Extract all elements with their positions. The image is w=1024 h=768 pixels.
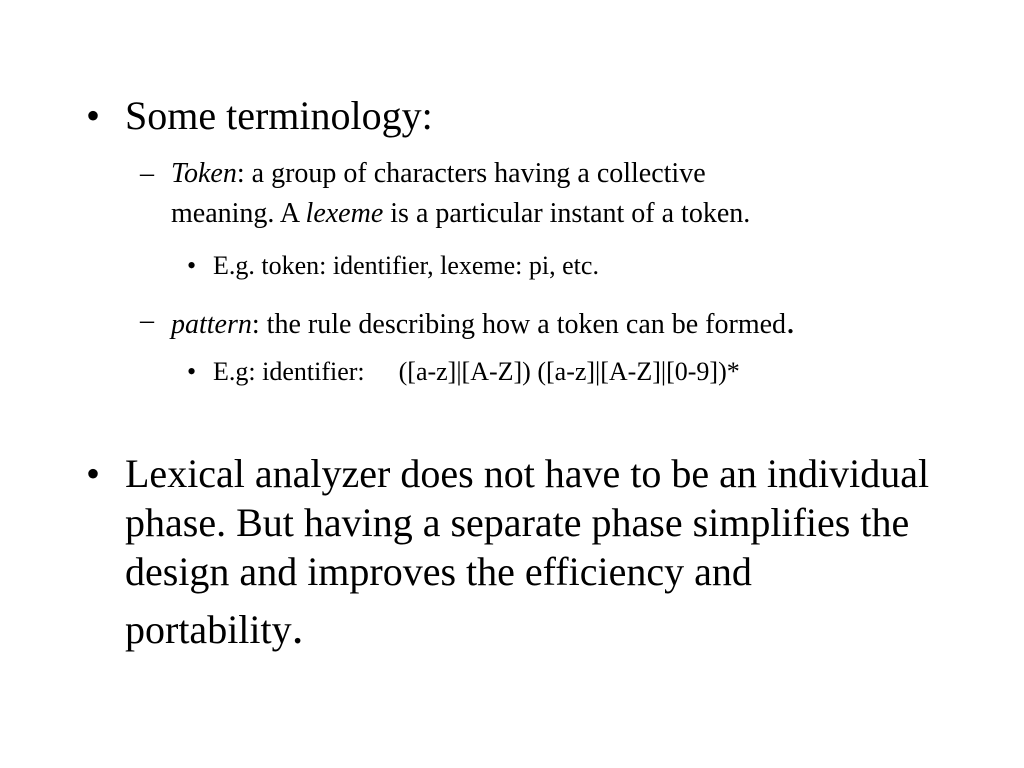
token-line-1 <box>171 154 706 194</box>
token-definition-3: is a particular instant of a token. <box>383 198 751 229</box>
pattern-period: . <box>786 301 796 341</box>
terminology-heading: Some terminology: <box>125 93 433 138</box>
dash-marker: – <box>140 305 154 336</box>
lexical-period: . <box>291 601 304 654</box>
lexical-line-3: design and improves the efficiency and <box>125 549 752 594</box>
pattern-line <box>171 301 795 345</box>
lexical-line-4-text: portability <box>125 607 292 652</box>
pattern-example-regex: ([a-z]|[A-Z]) ([a-z]|[A-Z]|[0-9])* <box>398 357 740 386</box>
bullet-marker: • <box>86 451 101 496</box>
lexical-line-4 <box>125 601 304 654</box>
token-term: Token <box>171 158 237 189</box>
bullet-marker: • <box>86 93 101 138</box>
token-definition-2: meaning. A <box>171 198 306 229</box>
lexical-line-2: phase. But having a separate phase simplifies the <box>125 500 910 545</box>
dash-marker: – <box>140 158 154 189</box>
pattern-example-label: E.g: identifier: <box>213 357 365 386</box>
pattern-term: pattern <box>171 309 252 340</box>
sub-bullet-marker: • <box>187 251 197 280</box>
token-line-2 <box>171 194 750 234</box>
pattern-example <box>213 354 740 390</box>
pattern-definition: : the rule describing how a token can be formed <box>251 309 787 340</box>
lexical-line-1: Lexical analyzer does not have to be an individual <box>125 451 930 496</box>
token-definition-1: : a group of characters having a collective <box>236 158 706 189</box>
lexeme-term: lexeme <box>305 198 384 229</box>
token-example: E.g. token: identifier, lexeme: pi, etc. <box>213 251 599 280</box>
sub-bullet-marker: • <box>187 357 197 386</box>
